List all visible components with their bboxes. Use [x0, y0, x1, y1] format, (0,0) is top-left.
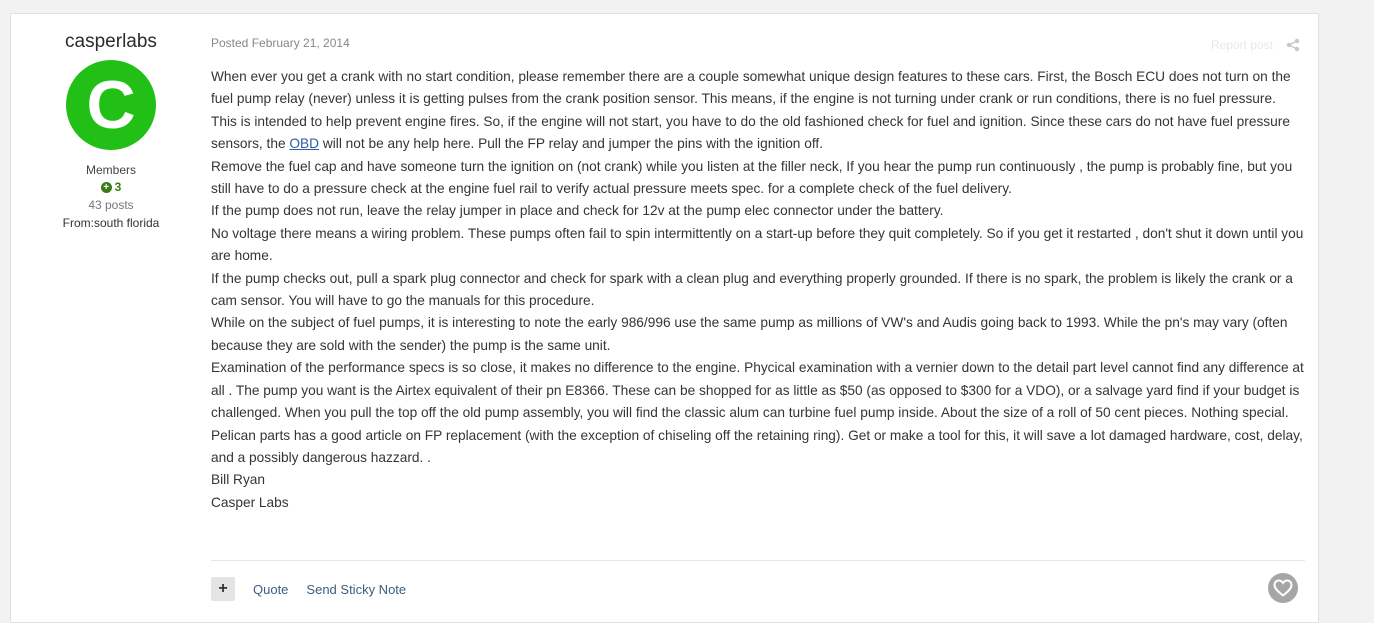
author-panel — [11, 14, 211, 230]
paragraph-text: When ever you get a crank with no start condition, please remember there are a couple somewhat unique design features to these cars. First, the Bosch ECU does not turn on the fuel pump relay (never) unless it is getting pulses from the crank position sensor. This means, if the engine is not turning under crank or run conditions, there is no fuel pressure. This is intended to help prevent engine fires. So, if the engine will not start, you have to do the old fashioned check for fuel and ignition. Since these cars do not have fuel pressure sensors, the — [211, 69, 1291, 152]
author-name[interactable]: casperlabs — [65, 31, 157, 52]
reputation-count: 3 — [114, 180, 122, 194]
post-actions — [211, 577, 1305, 601]
quote-button[interactable]: Quote — [253, 581, 289, 597]
post-content — [211, 14, 1305, 597]
paragraph-1 — [211, 66, 1305, 156]
paragraph-text: will not be any help here. Pull the FP relay and jumper the pins with the ignition off. — [319, 136, 823, 152]
multiquote-button[interactable]: + — [211, 577, 235, 601]
signature-company: Casper Labs — [211, 494, 289, 510]
signature-name: Bill Ryan — [211, 472, 266, 488]
paragraph-5: If the pump checks out, pull a spark plug connector and check for spark with a clean plug and everything properly grounded. If there is no spark, the problem is likely the crank or a cam sensor. You will have to go the manuals for this procedure. — [211, 270, 1293, 309]
divider — [211, 560, 1305, 561]
paragraph-4: No voltage there means a wiring problem. These pumps often fail to spin intermittently on a start-up before they quit completely. So if you get it restarted , don't shut it down until you are home. — [211, 225, 1304, 264]
paragraph-2: Remove the fuel cap and have someone turn the ignition on (not crank) while you listen at the filler neck, If you hear the pump run continuously , the pump is probably fine, but you still have to do a pressure check at the engine fuel rail to verify actual pressure meets spec. for a complete check of the fuel delivery. — [211, 158, 1293, 197]
plus-circle-icon: + — [101, 182, 112, 193]
send-sticky-note-button[interactable]: Send Sticky Note — [306, 581, 407, 597]
paragraph-3: If the pump does not run, leave the relay jumper in place and check for 12v at the pump elec connector under the battery. — [211, 203, 944, 219]
reputation-badge — [11, 180, 211, 194]
avatar[interactable] — [66, 60, 156, 150]
post-count: 43 posts — [88, 198, 134, 212]
avatar-letter: C — [86, 67, 136, 143]
paragraph-8: Pelican parts has a good article on FP replacement (with the exception of chiseling off the retaining ring). Get or make a tool for this, it will save a lot damaged hardware, cost, delay, and a possibly dangerous hazzard. . — [211, 427, 1303, 465]
member-group: Members — [85, 163, 136, 177]
share-icon[interactable] — [1286, 38, 1300, 52]
posted-date[interactable]: Posted February 21, 2014 — [211, 36, 350, 50]
forum-post — [10, 13, 1319, 623]
obd-link[interactable]: OBD — [289, 136, 320, 152]
heart-icon[interactable] — [1268, 573, 1298, 603]
heart-icon-shape — [1273, 579, 1293, 597]
report-post-link[interactable]: Report post — [1210, 38, 1273, 52]
paragraph-7: Examination of the performance specs is so close, it makes no difference to the engine. Phycical examination with a vernier down to the detail part level cannot find any difference at all . The pump you want is the Airtex equivalent of their pn E8366. These can be shopped for as little as $50 (as opposed to $300 for a VDO), or a salvage yard find if your budget is challenged. When you pull the top off the old pump assembly, you will find the classic alum can turbine fuel pump inside. About the size of a roll of 50 cent pieces. Nothing special. — [211, 360, 1304, 421]
post-body — [211, 66, 1305, 514]
author-location: From:south florida — [62, 216, 160, 230]
paragraph-6: While on the subject of fuel pumps, it is interesting to note the early 986/996 use the same pump as millions of VW's and Audis going back to 1993. While the pn's may vary (often because they are sold with the sender) the pump is the same unit. — [211, 315, 1288, 353]
post-meta — [211, 36, 1305, 52]
